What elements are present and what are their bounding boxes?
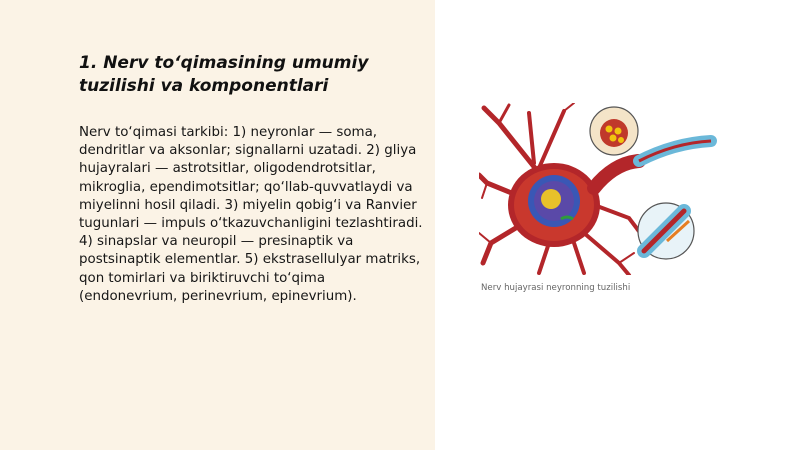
slide-body-text: Nerv to‘qimasi tarkibi: 1) neyronlar — soma, dendritlar va aksonlar; signallarni uzatadi. 2) gliya hujayralari — astrotsitlar, oligodendrotsitlar, mikroglia, ependimotsitlar; qo‘llab-quvvatlaydi va miyelinni hosil qiladi. 3) miyelin qobig‘i va Ranvier tugunlari — impuls o‘tkazuvchanligini tezlashtiradi. 4) sinapslar va neuropil — presinaptik va postsinaptik elementlar. 5) ekstrasellulyar matriks, qon tomirlari va biriktiruvchi to‘qima (endonevrium, perinevrium, epinevrium). — [79, 125, 423, 304]
figure-caption: Nerv hujayrasi neyronning tuzilishi — [481, 283, 631, 293]
slide-title: 1. Nerv to‘qimasining umumiy tuzilishi va komponentlari — [79, 53, 369, 96]
axon — [639, 141, 711, 161]
nucleolus — [541, 189, 561, 209]
neuron-illustration — [479, 103, 721, 275]
neuron-diagram — [479, 103, 721, 275]
